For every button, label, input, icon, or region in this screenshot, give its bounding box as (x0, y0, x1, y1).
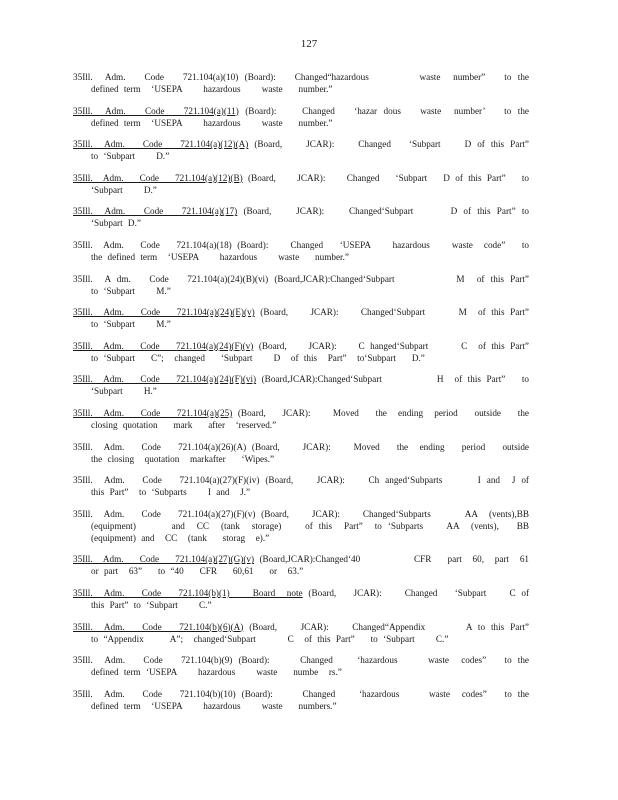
amendment-text: (Board, JCAR): Changed ‘Subpart D of this Part” to ‘Subpart D.” (91, 139, 545, 162)
amendment-note (73, 340, 545, 364)
code-citation: 35Ill. Adm. Code 721.104(b)(9) (73, 655, 233, 666)
code-citation: 35Ill. Adm. Code 721.104(a)(27)(F)(iv) (73, 475, 260, 486)
amendment-note (73, 407, 540, 431)
amendment-text: (Board, JCAR): Changed‘Subpart M of this Part” to ‘Subpart M.” (91, 307, 545, 330)
amendment-text: (Board): Changed“hazardous waste number” to the defined term ‘USEPA hazardous waste number.” (91, 72, 535, 94)
code-citation: 35Ill. Adm. Code 721.104(a)(17) (73, 206, 238, 217)
code-citation: 35Ill. Adm. Code 721.104(a)(24)(F)(v) (73, 340, 254, 351)
code-citation: 35Ill. Adm. Code 721.104(a)(24)(F)(vi) (73, 374, 257, 385)
code-citation: 35Ill. Adm. Code 721.104(b)(1) Board note (73, 587, 303, 598)
code-citation: 35Ill. Adm. Code 721.104(a)(12)(B) (73, 172, 243, 183)
amendment-note (73, 373, 535, 397)
amendment-note (73, 688, 535, 712)
amendment-text: (Board): Changed ‘hazar dous waste number’ to the defined term ‘USEPA hazardous waste number.” (91, 105, 535, 128)
amendment-note (73, 621, 545, 645)
amendment-text: (Board,JCAR):Changed‘Subpart H of this Part” to ‘Subpart H.” (91, 374, 535, 397)
code-citation: 35Ill. Adm. Code 721.104(b)(6)(A) (73, 621, 244, 632)
amendment-note (73, 587, 535, 611)
amendment-note (73, 273, 545, 297)
page-number: 127 (300, 38, 318, 50)
amendment-text: (Board, JCAR): Changed ‘Subpart D of this Part” to ‘Subpart D.” (91, 172, 535, 195)
amendment-text: (Board, JCAR): C hanged‘Subpart C of this Part” to ‘Subpart C”; changed ‘Subpart D of this Part” to‘Subpart D.” (91, 340, 545, 363)
code-citation: 35Ill. Adm. Code 721.104(a)(10) (73, 72, 239, 82)
amendment-text: (Board, JCAR): Changed ‘Subpart C of this Part” to ‘Subpart C.” (91, 587, 535, 610)
code-citation: 35Ill. Adm. Code 721.104(a)(27)(G)(v) (73, 554, 255, 565)
amendment-note (73, 474, 535, 498)
amendment-note (73, 205, 535, 229)
amendment-note (73, 172, 535, 196)
code-citation: 35Ill. Adm. Code 721.104(a)(24)(E)(v) (73, 307, 255, 318)
amendment-notes (73, 71, 545, 721)
amendment-note (73, 441, 545, 465)
amendment-note (73, 654, 535, 678)
amendment-text: (Board): Changed ‘hazardous waste codes” to the defined term ‘USEPA hazardous waste numbe rs.” (91, 655, 535, 678)
code-citation: 35Ill. Adm. Code 721.104(a)(12)(A) (73, 139, 249, 150)
amendment-note (73, 239, 535, 263)
code-citation: 35Ill. A dm. Code 721.104(a)(24)(B)(vi) (73, 273, 269, 284)
amendment-text: (Board, JCAR): Changed“Appendix A to this Part” to “Appendix A”; changed‘Subpart C of this Part” to ‘Subpart C.” (91, 621, 545, 644)
amendment-text: (Board,JCAR):Changed‘40 CFR part 60, part 61 or part 63” to “40 CFR 60,61 or 63.” (91, 554, 540, 577)
amendment-text: (Board, JCAR): Changed‘Subparts AA (vents),BB (equipment) and CC (tank storage) of this Part” to ‘Subparts AA (vents), BB (equipment) and CC (tank storag e).” (91, 508, 540, 543)
code-citation: 35Ill. Adm. Code 721.104(b)(10) (73, 688, 236, 699)
amendment-note (73, 508, 540, 544)
amendment-text: (Board, JCAR): Moved the ending period outside the closing quotation mark after ‘reserved.” (91, 407, 540, 430)
amendment-text: (Board,JCAR):Changed‘Subpart M of this Part” to ‘Subpart M.” (91, 273, 545, 296)
amendment-note (73, 306, 545, 330)
code-citation: 35Ill. Adm. Code 721.104(a)(11) (73, 105, 239, 116)
code-citation: 35Ill. Adm. Code 721.104(a)(26)(A) (73, 441, 247, 452)
amendment-text: (Board, JCAR): Changed‘Subpart D of this Part” to ‘Subpart D.” (91, 206, 535, 229)
code-citation: 35Ill. Adm. Code 721.104(a)(25) (73, 407, 233, 418)
amendment-text: (Board): Changed ‘hazardous waste codes” to the defined term ‘USEPA hazardous waste numbers.” (91, 688, 535, 711)
amendment-note (73, 138, 545, 162)
amendment-note (73, 71, 535, 95)
amendment-note (73, 105, 535, 129)
amendment-note (73, 553, 540, 577)
amendment-text: (Board): Changed ‘USEPA hazardous waste code” to the defined term ‘USEPA hazardous waste number.” (91, 239, 535, 262)
amendment-text: (Board, JCAR): Moved the ending period outside the closing quotation markafter ‘Wipes.” (91, 441, 545, 464)
code-citation: 35Ill. Adm. Code 721.104(a)(18) (73, 239, 232, 250)
code-citation: 35Ill. Adm. Code 721.104(a)(27)(F)(v) (73, 508, 256, 519)
amendment-text: (Board, JCAR): Ch anged‘Subparts I and J of this Part” to ‘Subparts I and J.” (91, 475, 535, 498)
